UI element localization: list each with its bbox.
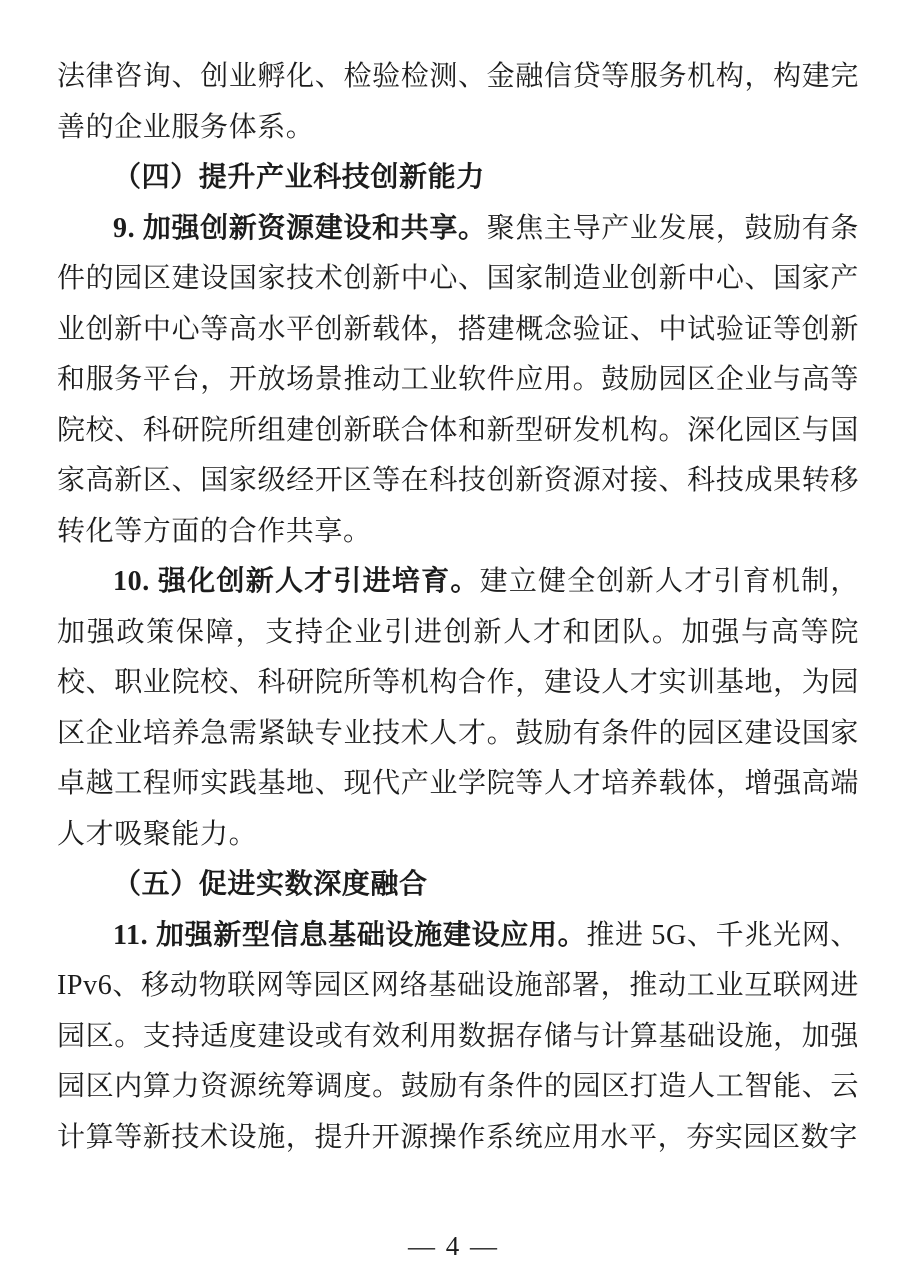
page-number: — 4 — [408, 1231, 499, 1261]
paragraph: 9. 加强创新资源建设和共享。聚焦主导产业发展，鼓励有条件的园区建设国家技术创新中心、国家制造业创新中心、国家产业创新中心等高水平创新载体，搭建概念验证、中试验证等创新和服务平台，开放场景推动工业软件应用。鼓励园区企业与高等院校、科研院所组建创新联合体和新型研发机构。深化园区与国家高新区、国家级经开区等在科技创新资源对接、科技成果转移转化等方面的合作共享。 [57, 212, 859, 547]
page-footer [0, 1231, 907, 1262]
paragraph: 10. 强化创新人才引进培育。建立健全创新人才引育机制，加强政策保障，支持企业引进创新人才和团队。加强与高等院校、职业院校、科研院所等机构合作，建设人才实训基地，为园区企业培养急需紧缺专业技术人才。鼓励有条件的园区建设国家卓越工程师实践基地、现代产业学院等人才培养载体，增强高端人才吸聚能力。 [57, 566, 859, 850]
paragraph: 11. 加强新型信息基础设施建设应用。推进 5G、千兆光网、IPv6、移动物联网等园区网络基础设施部署，推动工业互联网进园区。支持适度建设或有效利用数据存储与计算基础设施，加强园区内算力资源统筹调度。鼓励有条件的园区打造人工智能、云计算等新技术设施，提升开源操作系统应用水平，夯实园区数字 [57, 919, 859, 1153]
paragraph-lead: 9. 加强创新资源建设和共享。 [113, 212, 487, 244]
paragraph-lead: 10. 强化创新人才引进培育。 [113, 566, 480, 597]
section-heading: （四）提升产业科技创新能力 [113, 162, 485, 193]
paragraph-lead: 11. 加强新型信息基础设施建设应用。 [113, 919, 587, 951]
document-body [57, 52, 859, 1163]
section-heading: （五）促进实数深度融合 [113, 869, 428, 900]
paragraph: 法律咨询、创业孵化、检验检测、金融信贷等服务机构，构建完善的企业服务体系。 [57, 61, 859, 143]
